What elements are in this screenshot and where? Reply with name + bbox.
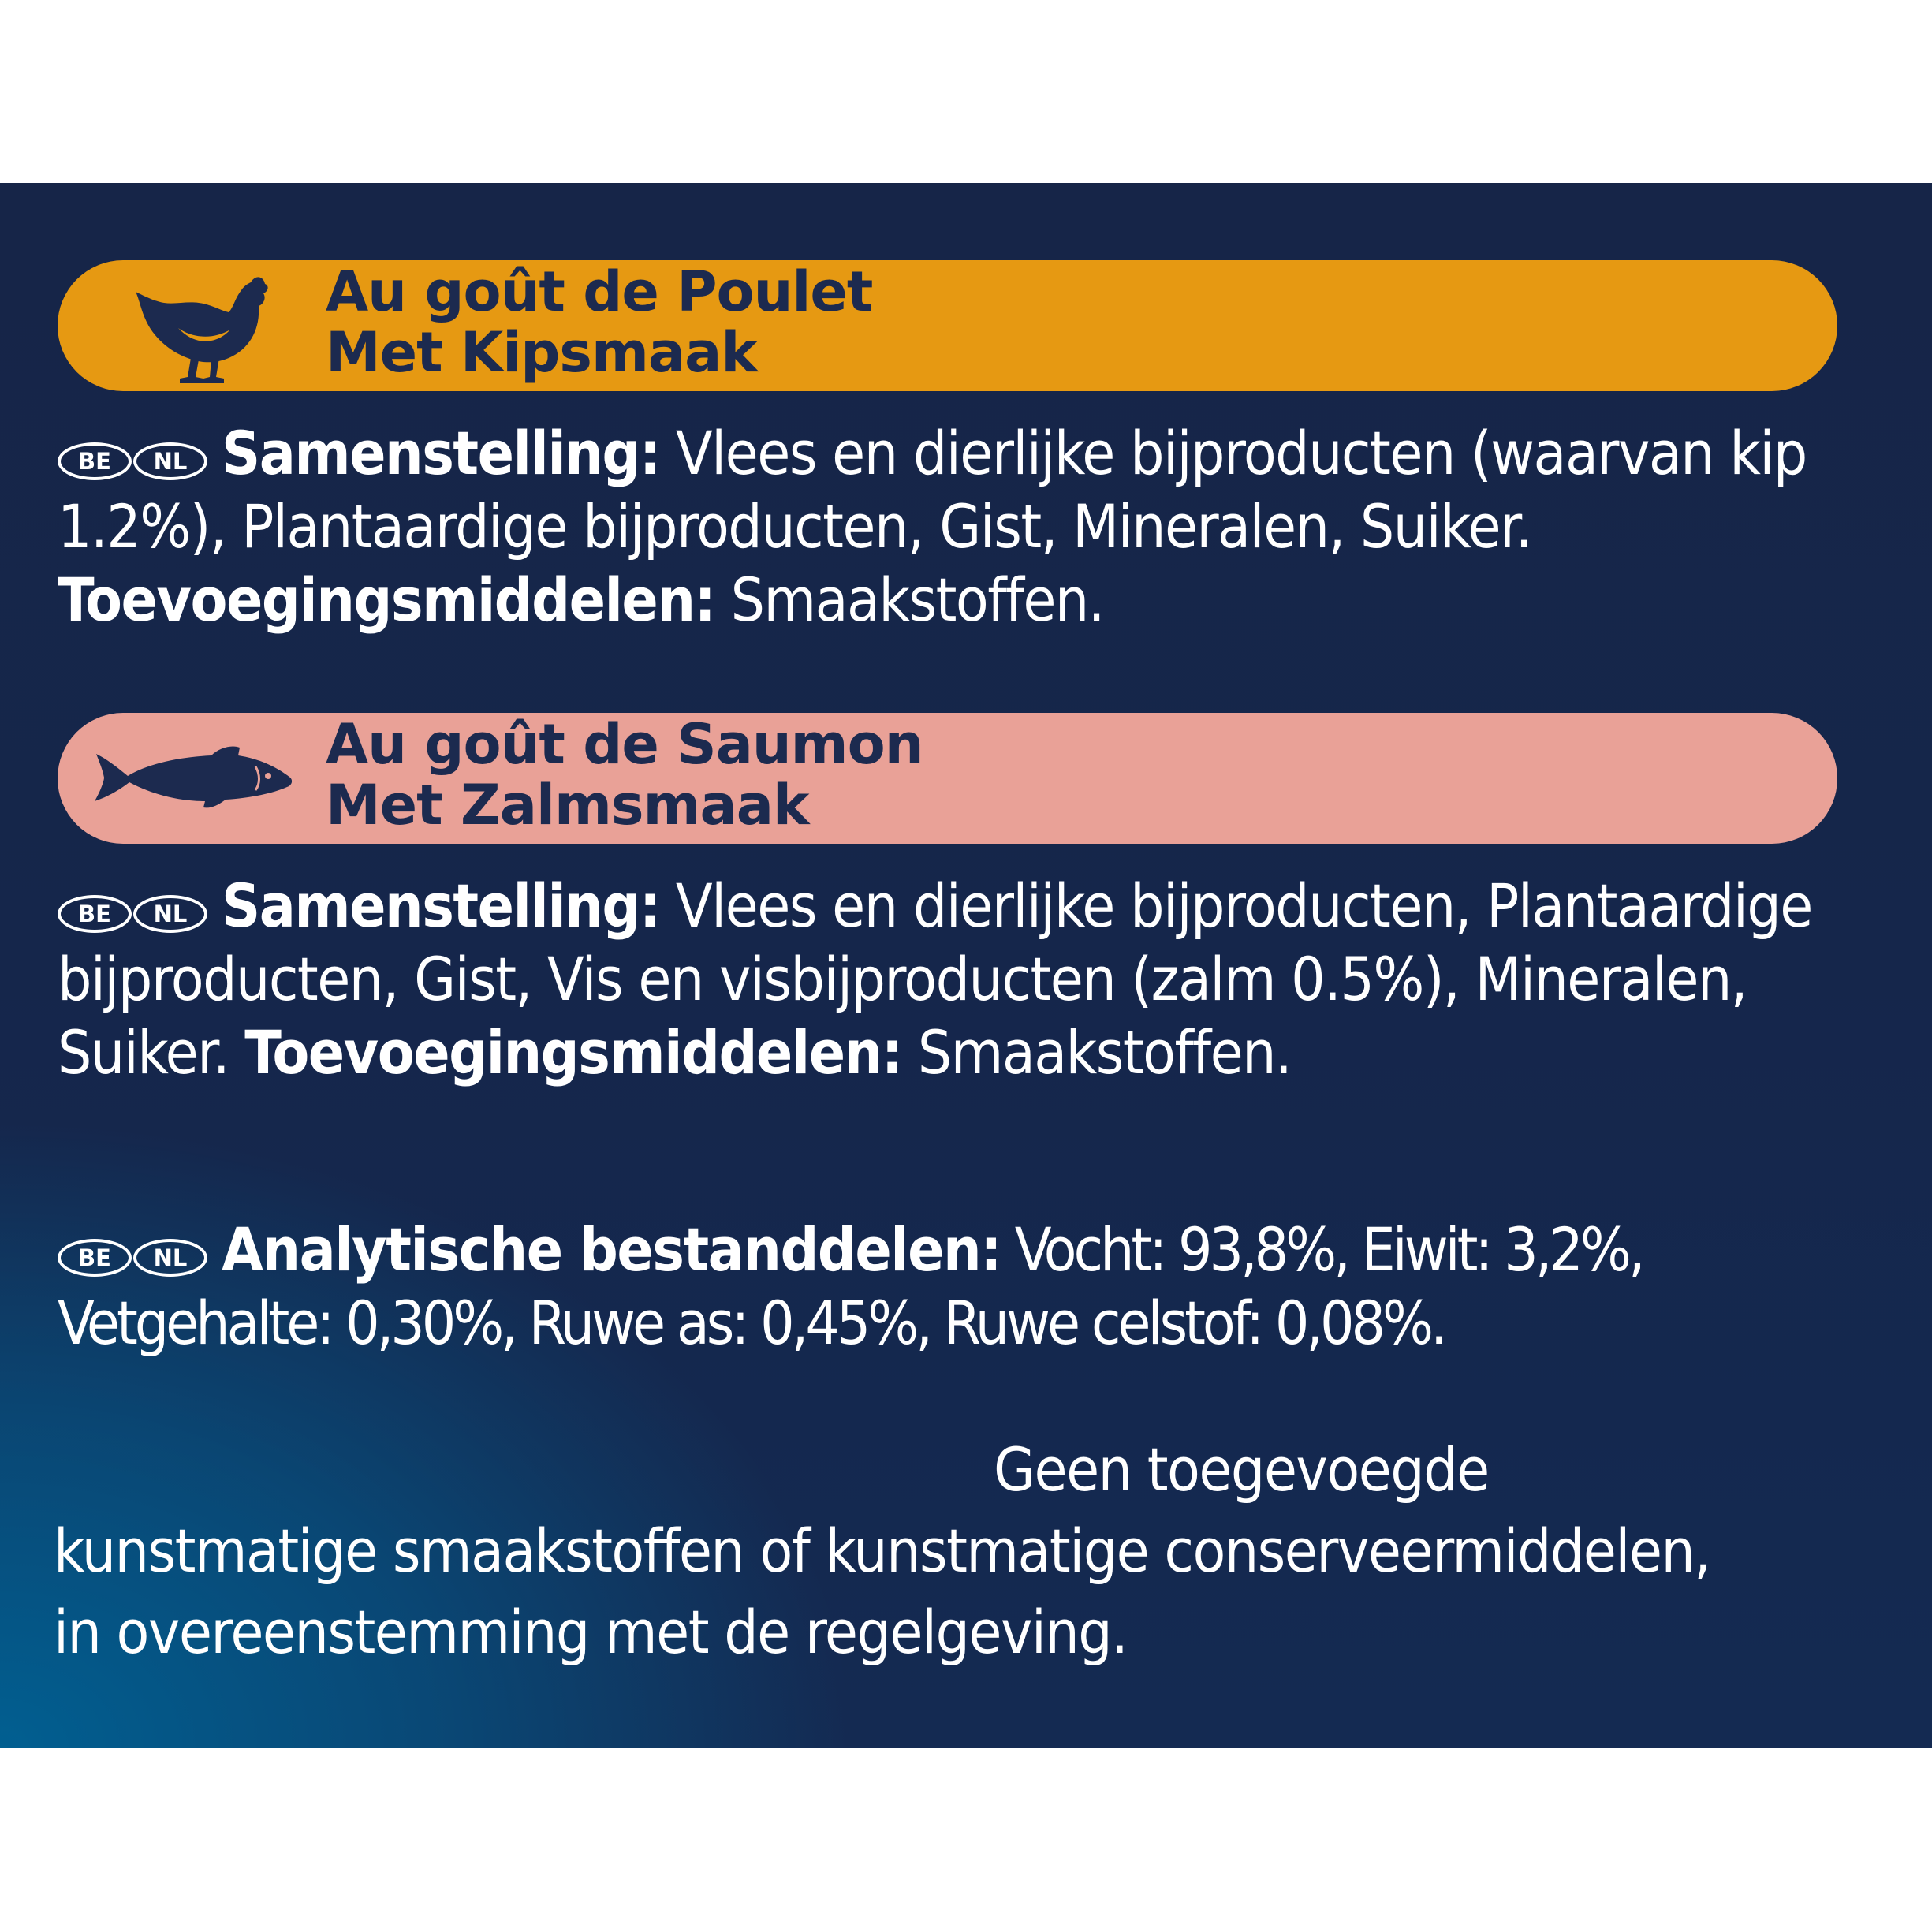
statement-line-1: Geen toegevoegde <box>994 1434 1489 1505</box>
nl-badge: NL <box>133 1239 207 1277</box>
chicken-title-fr: Au goût de Poulet <box>326 259 873 324</box>
statement-line-3: in overeenstemming met de regelgeving. <box>54 1597 1128 1667</box>
no-additives-statement <box>54 1429 1899 1673</box>
salmon-title-fr: Au goût de Saumon <box>326 712 923 777</box>
country-badges <box>58 412 209 485</box>
fish-icon <box>93 743 298 814</box>
chicken-title-nl: Met Kipsmaak <box>326 320 757 385</box>
additives-text: Smaakstoffen. <box>714 565 1104 635</box>
be-badge: BE <box>58 895 132 933</box>
nl-badge: NL <box>133 442 207 480</box>
analytic-constituents <box>58 1208 1903 1359</box>
composition-label: Samenstelling: <box>222 871 660 941</box>
chicken-icon <box>132 267 270 385</box>
salmon-composition <box>58 864 1903 1089</box>
composition-text: Vlees en dierlijke bijproducten (waarvan kip 1.2%), Plantaardige bijproducten, Gist, Mineralen, Suiker. <box>58 418 1807 561</box>
chicken-composition <box>58 412 1903 636</box>
composition-text: Vlees en dierlijke bijproducten, Plantaardige bijproducten, Gist, Vis en visbijproducten (zalm 0.5%), Mineralen, Suiker. <box>58 871 1812 1087</box>
composition-label: Samenstelling: <box>222 418 660 488</box>
analytic-values: Vocht: 93,8%, Eiwit: 3,2%, Vetgehalte: 0,30%, Ruwe as: 0,45%, Ruwe celstof: 0,08%. <box>58 1214 1643 1358</box>
additives-text: Smaakstoffen. <box>901 1017 1292 1087</box>
additives-label: Toevoegingsmiddelen: <box>58 565 715 635</box>
label-panel <box>0 183 1932 1748</box>
analytic-label: Analytische bestanddelen: <box>222 1214 1001 1285</box>
additives-label: Toevoegingsmiddelen: <box>244 1017 902 1087</box>
nl-badge: NL <box>133 895 207 933</box>
salmon-title-nl: Met Zalmsmaak <box>326 773 809 837</box>
country-badges <box>58 864 209 938</box>
be-badge: BE <box>58 442 132 480</box>
salmon-flavour-banner <box>58 713 1837 844</box>
statement-line-2: kunstmatige smaakstoffen of kunstmatige conserveermiddelen, <box>54 1516 1710 1586</box>
be-badge: BE <box>58 1239 132 1277</box>
chicken-flavour-banner <box>58 260 1837 391</box>
country-badges <box>58 1208 209 1281</box>
